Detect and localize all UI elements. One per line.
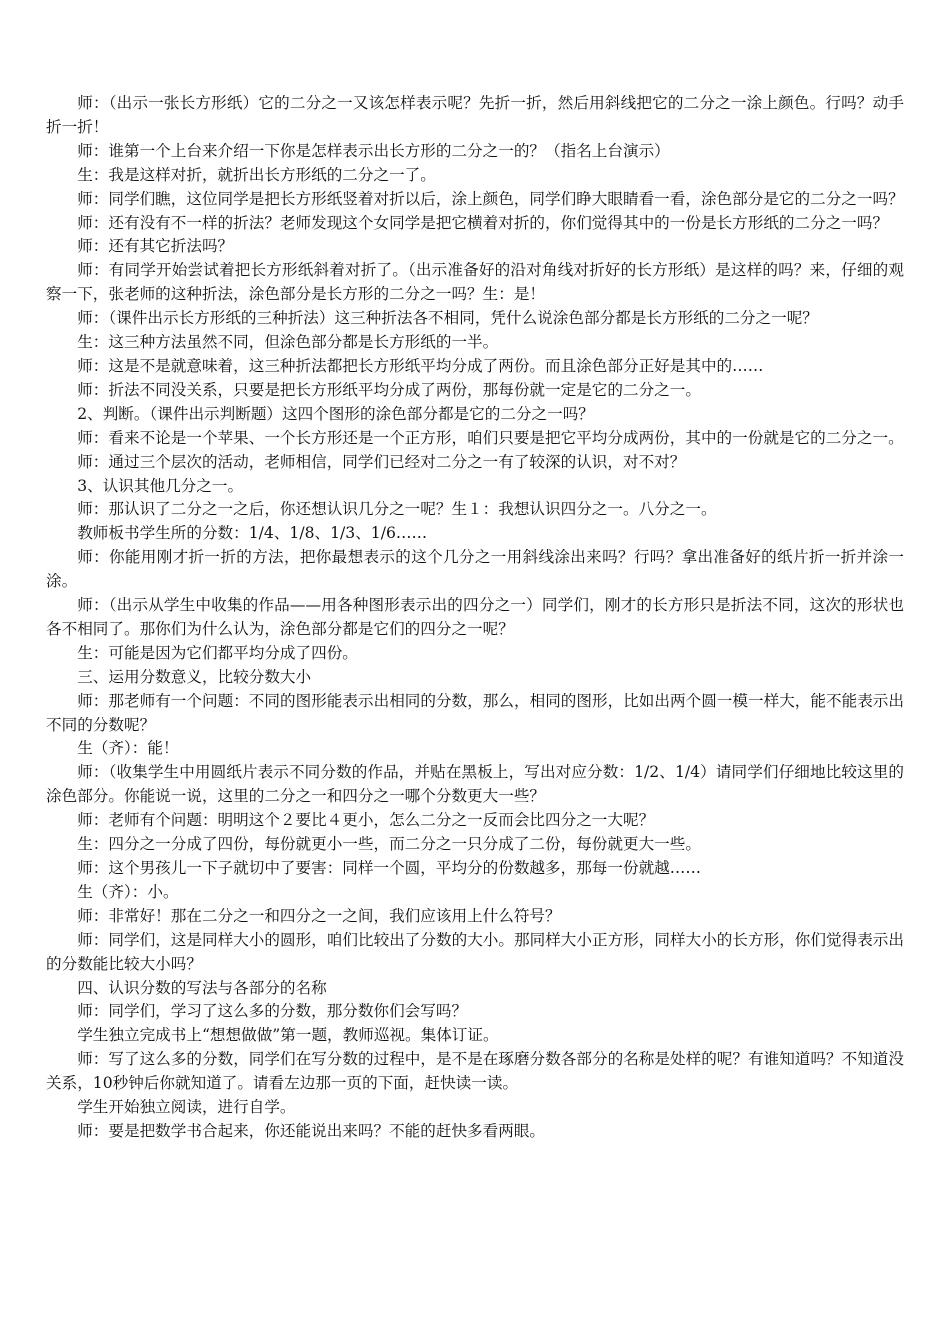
- paragraph: 师：有同学开始尝试着把长方形纸斜着对折了。（出示准备好的沿对角线对折好的长方形纸）是这样的吗？来，仔细的观察一下，张老师的这种折法，涂色部分是长方形的二分之一吗？生：是！: [46, 261, 904, 304]
- paragraph: 师：看来不论是一个苹果、一个长方形还是一个正方形，咱们只要是把它平均分成两份，其中的一份就是它的二分之一。: [77, 428, 904, 447]
- paragraph: 学生独立完成书上“想想做做”第一题，教师巡视。集体订证。: [77, 1026, 499, 1045]
- document-body: [46, 92, 904, 1144]
- paragraph: 师：同学们瞧，这位同学是把长方形纸竖着对折以后，涂上颜色，同学们睁大眼睛看一看，涂色部分是它的二分之一吗？: [77, 189, 904, 208]
- paragraph: 生（齐）：小。: [77, 882, 179, 901]
- paragraph: 师：你能用刚才折一折的方法，把你最想表示的这个几分之一用斜线涂出来吗？行吗？拿出准备好的纸片折一折并涂一涂。: [46, 548, 904, 591]
- paragraph: 教师板书学生所的分数：1/4、1/8、1/3、1/6……: [77, 524, 428, 543]
- paragraph: 师：老师有个问题：明明这个２要比４更小，怎么二分之一反而会比四分之一大呢？: [77, 811, 655, 830]
- paragraph: 3、认识其他几分之一。: [77, 476, 244, 495]
- paragraph: 2、判断。（课件出示判断题）这四个图形的涂色部分都是它的二分之一吗？: [77, 404, 594, 423]
- paragraph: 学生开始独立阅读，进行自学。: [77, 1098, 296, 1117]
- paragraph: 师：这是不是就意味着，这三种折法都把长方形纸平均分成了两份。而且涂色部分正好是其中的……: [77, 356, 764, 375]
- paragraph: 三、运用分数意义，比较分数大小: [77, 667, 312, 686]
- paragraph: 生：我是这样对折，就折出长方形纸的二分之一了。: [77, 165, 436, 184]
- paragraph: 师：这个男孩儿一下子就切中了要害：同样一个圆，平均分的份数越多，那每一份就越……: [77, 859, 701, 877]
- paragraph: 师：通过三个层次的活动，老师相信，同学们已经对二分之一有了较深的认识，对不对？: [77, 452, 686, 471]
- paragraph: 师：（课件出示长方形纸的三种折法）这三种折法各不相同，凭什么说涂色部分都是长方形纸的二分之一呢？: [77, 309, 818, 328]
- paragraph: 师：谁第一个上台来介绍一下你是怎样表示出长方形的二分之一的？（指名上台演示）: [77, 141, 670, 160]
- paragraph: 师：折法不同没关系，只要是把长方形纸平均分成了两份，那每份就一定是它的二分之一。: [77, 380, 701, 399]
- paragraph: 师：那老师有一个问题：不同的图形能表示出相同的分数，那么，相同的图形，比如出两个圆一模一样大，能不能表示出不同的分数呢？: [46, 691, 904, 734]
- paragraph: 师：（出示从学生中收集的作品——用各种图形表示出的四分之一）同学们，刚才的长方形只是折法不同，这次的形状也各不相同了。那你们为什么认为，涂色部分都是它们的四分之一呢？: [46, 596, 904, 638]
- paragraph: 师：（出示一张长方形纸）它的二分之一又该怎样表示呢？先折一折，然后用斜线把它的二分之一涂上颜色。行吗？动手折一折！: [46, 94, 904, 136]
- paragraph: 生（齐）：能！: [77, 739, 179, 758]
- paragraph: 师：同学们，学习了这么多的分数，那分数你们会写吗？: [77, 1002, 468, 1021]
- paragraph: 师：同学们，这是同样大小的圆形，咱们比较出了分数的大小。那同样大小正方形，同样大小的长方形，你们觉得表示出的分数能比较大小吗？: [46, 930, 904, 973]
- paragraph: 师：那认识了二分之一之后，你还想认识几分之一呢？生１：我想认识四分之一。八分之一。: [77, 500, 717, 519]
- paragraph: 师：还有其它折法吗？: [77, 237, 234, 256]
- paragraph: 师：要是把数学书合起来，你还能说出来吗？不能的赶快多看两眼。: [77, 1121, 546, 1140]
- paragraph: 生：可能是因为它们都平均分成了四份。: [77, 643, 358, 662]
- paragraph: 生：四分之一分成了四份，每份就更小一些，而二分之一只分成了二份，每份就更大一些。: [77, 835, 701, 854]
- paragraph: 师：写了这么多的分数，同学们在写分数的过程中，是不是在琢磨分数各部分的名称是处样的呢？有谁知道吗？不知道没关系，10秒钟后你就知道了。请看左边那一页的下面，赶快读一读。: [46, 1050, 904, 1093]
- paragraph: 师：非常好！那在二分之一和四分之一之间，我们应该用上什么符号？: [77, 906, 561, 925]
- paragraph: 师：还有没有不一样的折法？老师发现这个女同学是把它横着对折的，你们觉得其中的一份是长方形纸的二分之一吗？: [77, 213, 889, 232]
- paragraph: 四、认识分数的写法与各部分的名称: [77, 978, 327, 997]
- paragraph: 师：（收集学生中用圆纸片表示不同分数的作品，并贴在黑板上，写出对应分数：1/2、1/4）请同学们仔细地比较这里的涂色部分。你能说一说，这里的二分之一和四分之一哪个分数更大一些？: [46, 763, 904, 806]
- paragraph: 生：这三种方法虽然不同，但涂色部分都是长方形纸的一半。: [77, 333, 499, 352]
